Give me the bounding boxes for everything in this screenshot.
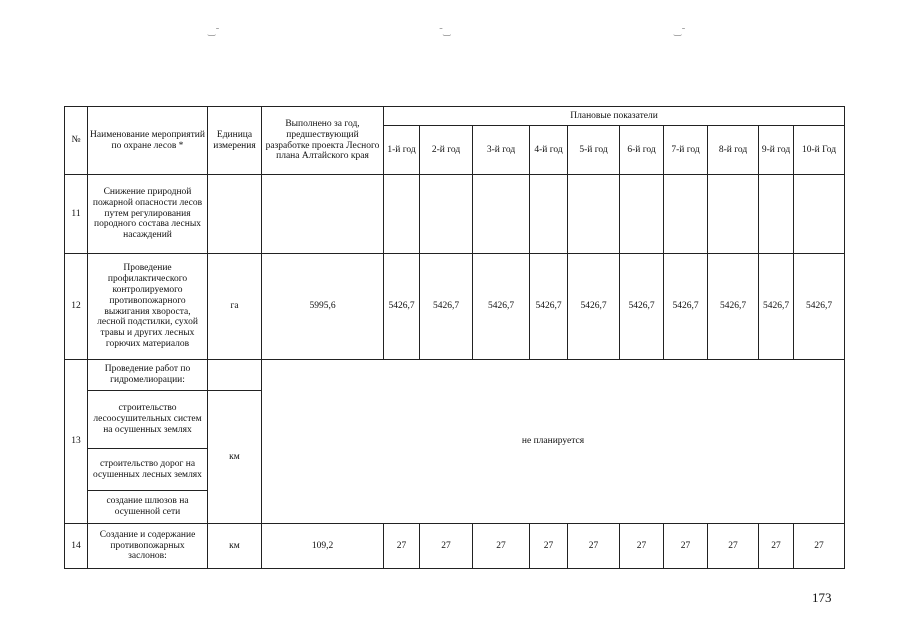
row-year-9: 5426,7 <box>759 254 794 360</box>
row-year-2: 27 <box>420 524 473 569</box>
forest-protection-plan-table <box>64 106 845 569</box>
cell-empty <box>208 175 262 254</box>
row-year-10: 27 <box>794 524 845 569</box>
header-year-9: 9-й год <box>759 126 794 175</box>
row-year-3: 27 <box>473 524 530 569</box>
row-name: Проведение работ по гидромелиорации: <box>88 360 208 391</box>
cell-empty <box>759 175 794 254</box>
row-done: 109,2 <box>262 524 384 569</box>
row-num: 13 <box>65 360 88 524</box>
row-num: 12 <box>65 254 88 360</box>
row-year-7: 27 <box>664 524 708 569</box>
row-year-8: 27 <box>708 524 759 569</box>
row-unit: км <box>208 524 262 569</box>
row-year-10: 5426,7 <box>794 254 845 360</box>
cell-empty <box>794 175 845 254</box>
row-year-6: 27 <box>620 524 664 569</box>
table-row <box>65 524 845 569</box>
header-planned: Плановые показатели <box>384 107 845 126</box>
header-year-1: 1-й год <box>384 126 420 175</box>
header-unit: Единица измерения <box>208 107 262 175</box>
row-year-5: 27 <box>568 524 620 569</box>
cell-empty <box>473 175 530 254</box>
header-name: Наименование мероприятий по охране лесов * <box>88 107 208 175</box>
scan-mark-2: ̄ ‿ <box>441 26 451 36</box>
header-num: № <box>65 107 88 175</box>
header-year-8: 8-й год <box>708 126 759 175</box>
row-num: 14 <box>65 524 88 569</box>
cell-empty <box>664 175 708 254</box>
page-number: 173 <box>812 590 832 605</box>
table-row <box>65 254 845 360</box>
row-unit: км <box>208 391 262 524</box>
row-year-8: 5426,7 <box>708 254 759 360</box>
cell-empty <box>420 175 473 254</box>
row-done: 5995,6 <box>262 254 384 360</box>
row-name: Создание и содержание противопожарных заслонов: <box>88 524 208 569</box>
cell-empty <box>530 175 568 254</box>
header-year-10: 10-й Год <box>794 126 845 175</box>
not-planned-merged-cell: не планируется <box>262 360 845 524</box>
row-name: Снижение природной пожарной опасности лесов путем регулирования породного состава лесных насаждений <box>88 175 208 254</box>
header-year-5: 5-й год <box>568 126 620 175</box>
row-year-1: 27 <box>384 524 420 569</box>
row-subitem: создание шлюзов на осушенной сети <box>88 491 208 524</box>
row-name: Проведение профилактического контролируемого противопожарного выжигания хвороста, лесной подстилки, сухой травы и других лесных горючих материалов <box>88 254 208 360</box>
row-subitem: строительство дорог на осушенных лесных землях <box>88 449 208 491</box>
row-year-4: 27 <box>530 524 568 569</box>
header-year-3: 3-й год <box>473 126 530 175</box>
cell-empty <box>262 175 384 254</box>
table-row <box>65 360 845 391</box>
row-year-4: 5426,7 <box>530 254 568 360</box>
table-row <box>65 175 845 254</box>
header-year-2: 2-й год <box>420 126 473 175</box>
row-subitem: строительство лесоосушительных систем на осушенных землях <box>88 391 208 449</box>
row-year-5: 5426,7 <box>568 254 620 360</box>
row-unit: га <box>208 254 262 360</box>
cell-empty <box>384 175 420 254</box>
row-year-3: 5426,7 <box>473 254 530 360</box>
header-year-6: 6-й год <box>620 126 664 175</box>
row-num: 11 <box>65 175 88 254</box>
row-year-9: 27 <box>759 524 794 569</box>
header-year-7: 7-й год <box>664 126 708 175</box>
scan-mark-3: ‿ ̄ <box>674 26 684 36</box>
row-year-7: 5426,7 <box>664 254 708 360</box>
header-year-4: 4-й год <box>530 126 568 175</box>
row-year-2: 5426,7 <box>420 254 473 360</box>
row-year-6: 5426,7 <box>620 254 664 360</box>
cell-empty <box>620 175 664 254</box>
cell-empty <box>708 175 759 254</box>
scan-mark-1: ‿ ̄ <box>208 26 218 36</box>
row-year-1: 5426,7 <box>384 254 420 360</box>
cell-empty <box>568 175 620 254</box>
cell-empty <box>208 360 262 391</box>
header-done-prev-year: Выполнено за год, предшествующий разработке проекта Лесного плана Алтайского края <box>262 107 384 175</box>
